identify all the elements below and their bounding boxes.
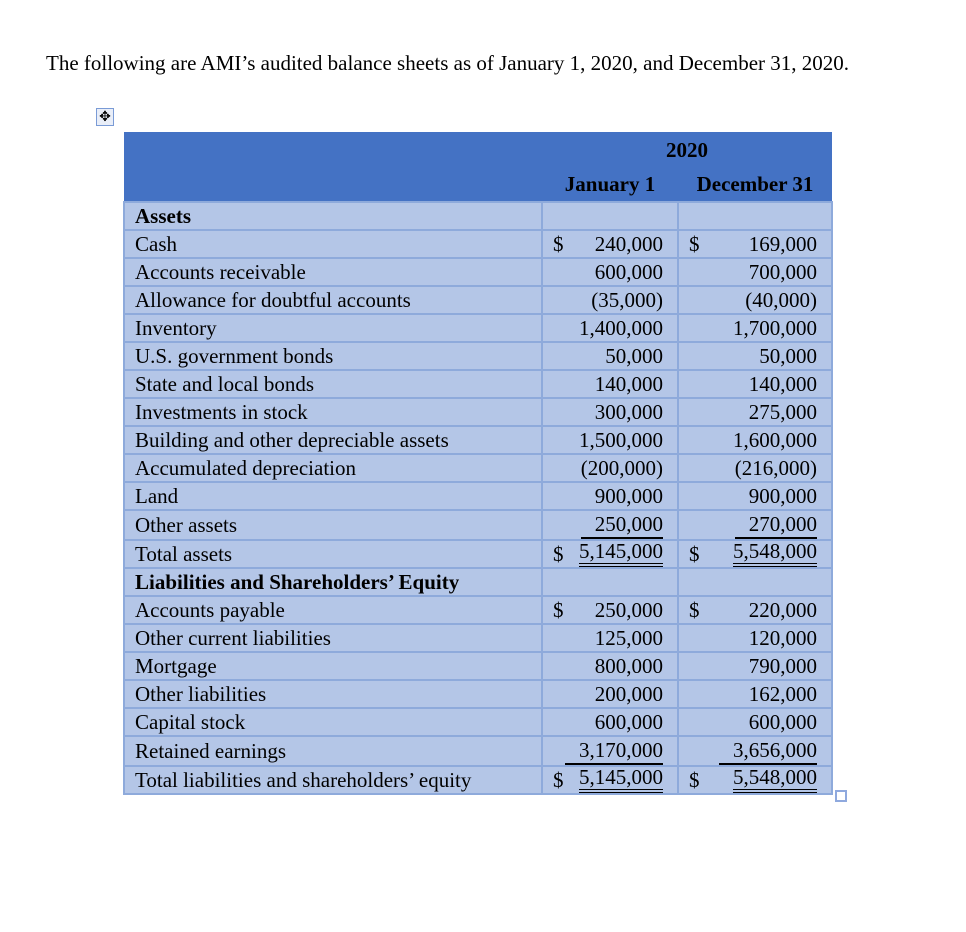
table-row [124, 708, 832, 736]
amount: 162,000 [748, 682, 817, 706]
january-1-value [542, 708, 678, 736]
row-label: Cash [124, 230, 542, 258]
december-31-value [678, 680, 832, 708]
january-1-value [542, 680, 678, 708]
december-31-value [678, 540, 832, 568]
amount: (35,000) [591, 288, 663, 312]
amount: 5,145,000 [579, 541, 663, 567]
table-row [124, 202, 832, 230]
row-label: Assets [124, 202, 542, 230]
december-31-value [678, 596, 832, 624]
amount: 250,000 [594, 598, 663, 622]
header-row-dates [124, 167, 832, 202]
amount: 600,000 [748, 710, 817, 734]
december-31-value [678, 766, 832, 794]
amount: (200,000) [580, 456, 663, 480]
dollar-sign: $ [553, 768, 564, 792]
row-label: Other assets [124, 510, 542, 540]
january-1-value [542, 230, 678, 258]
amount: 600,000 [594, 260, 663, 284]
row-label: Inventory [124, 314, 542, 342]
amount: 3,170,000 [565, 737, 663, 765]
amount: 120,000 [748, 626, 817, 650]
table-row [124, 652, 832, 680]
january-1-value [542, 766, 678, 794]
table-resize-handle[interactable] [835, 790, 847, 802]
january-1-value [542, 454, 678, 482]
row-label: U.S. government bonds [124, 342, 542, 370]
december-31-value [678, 454, 832, 482]
amount: 240,000 [594, 232, 663, 256]
row-label: Building and other depreciable assets [124, 426, 542, 454]
amount: 125,000 [594, 626, 663, 650]
amount: (216,000) [734, 456, 817, 480]
table-row [124, 736, 832, 766]
january-1-value [542, 624, 678, 652]
amount: 790,000 [748, 654, 817, 678]
december-31-value [678, 230, 832, 258]
january-1-value [542, 482, 678, 510]
january-1-value [542, 426, 678, 454]
table-row [124, 568, 832, 596]
january-1-value [542, 736, 678, 766]
amount: 275,000 [748, 400, 817, 424]
dollar-sign: $ [553, 232, 564, 256]
row-label: Other liabilities [124, 680, 542, 708]
amount: 140,000 [594, 372, 663, 396]
row-label: Accounts payable [124, 596, 542, 624]
header-december-31: December 31 [678, 167, 832, 202]
dollar-sign: $ [689, 768, 700, 792]
table-row [124, 680, 832, 708]
dollar-sign: $ [553, 542, 564, 566]
december-31-value [678, 426, 832, 454]
amount: 1,700,000 [733, 316, 817, 340]
december-31-value [678, 342, 832, 370]
december-31-value [678, 736, 832, 766]
january-1-value [542, 314, 678, 342]
december-31-value [678, 568, 832, 596]
row-label: Investments in stock [124, 398, 542, 426]
january-1-value [542, 398, 678, 426]
dollar-sign: $ [689, 232, 700, 256]
january-1-value [542, 258, 678, 286]
amount: 300,000 [594, 400, 663, 424]
header-year: 2020 [542, 132, 832, 167]
table-move-handle-icon[interactable]: ✥ [96, 108, 114, 126]
december-31-value [678, 510, 832, 540]
amount: 169,000 [748, 232, 817, 256]
january-1-value [542, 652, 678, 680]
row-label: Accounts receivable [124, 258, 542, 286]
amount: 50,000 [759, 344, 817, 368]
january-1-value [542, 370, 678, 398]
january-1-value [542, 510, 678, 540]
december-31-value [678, 482, 832, 510]
row-label: State and local bonds [124, 370, 542, 398]
january-1-value [542, 342, 678, 370]
amount: 5,548,000 [733, 767, 817, 793]
table-row [124, 370, 832, 398]
december-31-value [678, 314, 832, 342]
table-row [124, 426, 832, 454]
table-row [124, 510, 832, 540]
amount: (40,000) [745, 288, 817, 312]
row-label: Mortgage [124, 652, 542, 680]
december-31-value [678, 286, 832, 314]
december-31-value [678, 652, 832, 680]
header-row-year [124, 132, 832, 167]
table-row [124, 482, 832, 510]
amount: 1,600,000 [733, 428, 817, 452]
table-row [124, 286, 832, 314]
row-label: Retained earnings [124, 736, 542, 766]
january-1-value [542, 596, 678, 624]
amount: 250,000 [581, 511, 663, 539]
amount: 1,500,000 [579, 428, 663, 452]
amount: 1,400,000 [579, 316, 663, 340]
row-label: Total liabilities and shareholders’ equity [124, 766, 542, 794]
december-31-value [678, 624, 832, 652]
amount: 140,000 [748, 372, 817, 396]
amount: 5,548,000 [733, 541, 817, 567]
amount: 5,145,000 [579, 767, 663, 793]
table-row [124, 258, 832, 286]
december-31-value [678, 258, 832, 286]
december-31-value [678, 370, 832, 398]
dollar-sign: $ [689, 542, 700, 566]
balance-sheet-table [123, 132, 833, 795]
row-label: Other current liabilities [124, 624, 542, 652]
row-label: Accumulated depreciation [124, 454, 542, 482]
table-row [124, 398, 832, 426]
table-row [124, 314, 832, 342]
row-label: Land [124, 482, 542, 510]
january-1-value [542, 568, 678, 596]
table-row [124, 230, 832, 258]
amount: 50,000 [605, 344, 663, 368]
amount: 3,656,000 [719, 737, 817, 765]
table-row [124, 624, 832, 652]
row-label: Liabilities and Shareholders’ Equity [124, 568, 542, 596]
dollar-sign: $ [553, 598, 564, 622]
amount: 600,000 [594, 710, 663, 734]
row-label: Allowance for doubtful accounts [124, 286, 542, 314]
amount: 900,000 [594, 484, 663, 508]
december-31-value [678, 202, 832, 230]
table-row [124, 596, 832, 624]
january-1-value [542, 286, 678, 314]
january-1-value [542, 540, 678, 568]
amount: 200,000 [594, 682, 663, 706]
amount: 700,000 [748, 260, 817, 284]
december-31-value [678, 708, 832, 736]
header-january-1: January 1 [542, 167, 678, 202]
intro-paragraph: The following are AMI’s audited balance sheets as of January 1, 2020, and December 31, 2020. [46, 51, 850, 75]
amount: 270,000 [735, 511, 817, 539]
table-row [124, 540, 832, 568]
december-31-value [678, 398, 832, 426]
row-label: Capital stock [124, 708, 542, 736]
dollar-sign: $ [689, 598, 700, 622]
amount: 220,000 [748, 598, 817, 622]
table-row [124, 342, 832, 370]
january-1-value [542, 202, 678, 230]
table-row [124, 454, 832, 482]
amount: 800,000 [594, 654, 663, 678]
table-row [124, 766, 832, 794]
row-label: Total assets [124, 540, 542, 568]
amount: 900,000 [748, 484, 817, 508]
